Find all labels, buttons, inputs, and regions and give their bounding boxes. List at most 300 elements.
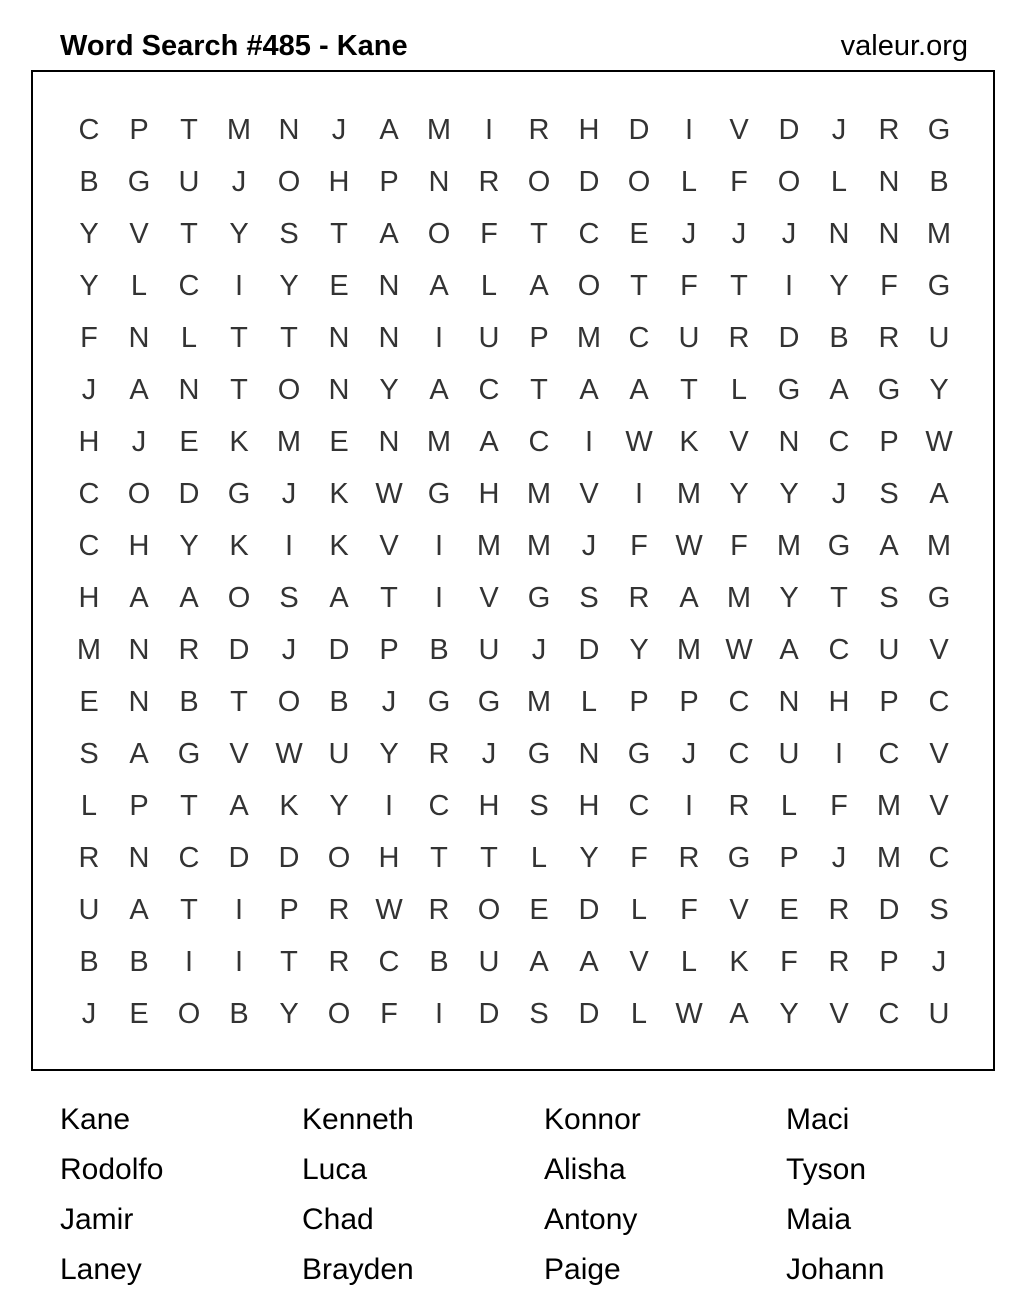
word-list-item: Maci: [786, 1103, 850, 1136]
grid-row: [64, 676, 964, 728]
grid-letter: N: [378, 426, 400, 458]
grid-letter: F: [80, 322, 98, 354]
grid-letter: I: [434, 998, 444, 1030]
grid-row: [64, 624, 964, 676]
grid-letter: V: [929, 790, 949, 822]
grid-letter: V: [129, 218, 149, 250]
grid-letter: J: [481, 738, 497, 770]
grid-letter: M: [676, 634, 702, 666]
grid-letter: M: [226, 114, 252, 146]
grid-letter: A: [129, 374, 149, 406]
grid-letter: E: [529, 894, 549, 926]
grid-letter: Y: [629, 634, 649, 666]
grid-letter: R: [178, 634, 200, 666]
grid-letter: F: [680, 270, 698, 302]
grid-letter: C: [428, 790, 450, 822]
grid-letter: L: [630, 894, 648, 926]
grid-letter: Y: [929, 374, 949, 406]
puzzle-title: Word Search #485 - Kane: [60, 30, 408, 62]
grid-letter: R: [828, 946, 850, 978]
grid-letter: J: [831, 842, 847, 874]
grid-letter: J: [81, 998, 97, 1030]
grid-letter: D: [478, 998, 500, 1030]
grid-letter: D: [778, 322, 800, 354]
grid-letter: D: [578, 166, 600, 198]
grid-letter: G: [527, 738, 551, 770]
grid-letter: C: [728, 738, 750, 770]
grid-letter: K: [329, 478, 349, 510]
grid-row: [64, 260, 964, 312]
grid-letter: D: [578, 998, 600, 1030]
grid-letter: N: [128, 686, 150, 718]
grid-letter: B: [229, 998, 249, 1030]
grid-letter: B: [129, 946, 149, 978]
grid-letter: E: [629, 218, 649, 250]
grid-letter: Y: [829, 270, 849, 302]
grid-letter: F: [880, 270, 898, 302]
grid-letter: M: [576, 322, 602, 354]
grid-letter: M: [676, 478, 702, 510]
grid-letter: J: [931, 946, 947, 978]
letter-grid: [64, 104, 964, 1040]
grid-letter: J: [281, 634, 297, 666]
grid-letter: U: [778, 738, 800, 770]
grid-letter: I: [684, 114, 694, 146]
grid-row: [64, 832, 964, 884]
grid-letter: L: [680, 166, 698, 198]
grid-letter: I: [284, 530, 294, 562]
grid-letter: C: [728, 686, 750, 718]
grid-letter: I: [684, 790, 694, 822]
grid-letter: K: [679, 426, 699, 458]
grid-letter: U: [928, 998, 950, 1030]
grid-letter: Y: [79, 218, 99, 250]
grid-letter: C: [78, 478, 100, 510]
grid-letter: Y: [279, 270, 299, 302]
grid-letter: A: [529, 270, 549, 302]
grid-letter: I: [634, 478, 644, 510]
grid-letter: I: [184, 946, 194, 978]
grid-letter: A: [129, 894, 149, 926]
grid-letter: N: [828, 218, 850, 250]
grid-letter: N: [778, 686, 800, 718]
grid-row: [64, 156, 964, 208]
grid-letter: I: [584, 426, 594, 458]
grid-letter: J: [581, 530, 597, 562]
grid-letter: R: [328, 946, 350, 978]
grid-letter: R: [828, 894, 850, 926]
grid-letter: A: [779, 634, 799, 666]
grid-letter: N: [378, 322, 400, 354]
grid-letter: J: [681, 738, 697, 770]
grid-letter: T: [180, 790, 198, 822]
grid-letter: O: [427, 218, 451, 250]
grid-letter: M: [876, 790, 902, 822]
grid-letter: J: [81, 374, 97, 406]
grid-letter: D: [228, 842, 250, 874]
grid-letter: L: [830, 166, 848, 198]
grid-letter: W: [725, 634, 753, 666]
site-name: valeur.org: [840, 30, 968, 62]
grid-letter: Y: [179, 530, 199, 562]
grid-letter: N: [428, 166, 450, 198]
grid-letter: R: [728, 790, 750, 822]
grid-letter: C: [78, 114, 100, 146]
grid-letter: D: [878, 894, 900, 926]
grid-letter: W: [675, 998, 703, 1030]
grid-letter: L: [680, 946, 698, 978]
grid-letter: F: [830, 790, 848, 822]
grid-letter: Y: [379, 738, 399, 770]
grid-letter: A: [929, 478, 949, 510]
grid-letter: M: [926, 530, 952, 562]
grid-letter: S: [579, 582, 599, 614]
grid-letter: I: [234, 894, 244, 926]
grid-letter: N: [578, 738, 600, 770]
grid-letter: U: [478, 634, 500, 666]
grid-letter: S: [529, 790, 549, 822]
grid-letter: F: [630, 530, 648, 562]
grid-letter: N: [378, 270, 400, 302]
grid-letter: U: [328, 738, 350, 770]
grid-letter: R: [428, 894, 450, 926]
word-list-item: Laney: [60, 1253, 142, 1286]
grid-letter: F: [730, 530, 748, 562]
grid-letter: I: [434, 582, 444, 614]
grid-letter: M: [726, 582, 752, 614]
grid-letter: G: [627, 738, 651, 770]
grid-letter: C: [828, 634, 850, 666]
grid-letter: C: [528, 426, 550, 458]
grid-letter: U: [478, 322, 500, 354]
grid-letter: T: [430, 842, 448, 874]
grid-letter: G: [477, 686, 501, 718]
grid-letter: P: [529, 322, 549, 354]
grid-letter: W: [625, 426, 653, 458]
grid-letter: T: [180, 894, 198, 926]
grid-letter: M: [426, 426, 452, 458]
grid-letter: U: [478, 946, 500, 978]
grid-letter: U: [78, 894, 100, 926]
grid-letter: B: [329, 686, 349, 718]
grid-letter: G: [727, 842, 751, 874]
grid-letter: O: [327, 998, 351, 1030]
grid-letter: M: [526, 530, 552, 562]
grid-letter: R: [678, 842, 700, 874]
grid-letter: S: [929, 894, 949, 926]
grid-letter: P: [379, 634, 399, 666]
word-list-item: Tyson: [786, 1153, 867, 1186]
grid-letter: A: [129, 582, 149, 614]
grid-letter: K: [729, 946, 749, 978]
grid-letter: J: [231, 166, 247, 198]
grid-letter: I: [784, 270, 794, 302]
word-list-item: Brayden: [302, 1253, 414, 1286]
grid-letter: C: [478, 374, 500, 406]
grid-letter: P: [679, 686, 699, 718]
grid-letter: G: [927, 114, 951, 146]
grid-letter: D: [228, 634, 250, 666]
grid-letter: J: [831, 114, 847, 146]
grid-row: [64, 468, 964, 520]
grid-letter: F: [480, 218, 498, 250]
grid-letter: V: [729, 114, 749, 146]
grid-letter: H: [78, 426, 100, 458]
grid-letter: H: [378, 842, 400, 874]
grid-letter: M: [276, 426, 302, 458]
grid-letter: B: [929, 166, 949, 198]
grid-letter: F: [680, 894, 698, 926]
grid-letter: T: [530, 374, 548, 406]
grid-letter: M: [926, 218, 952, 250]
grid-letter: B: [429, 946, 449, 978]
grid-letter: R: [728, 322, 750, 354]
grid-letter: A: [429, 374, 449, 406]
grid-letter: D: [628, 114, 650, 146]
grid-letter: T: [530, 218, 548, 250]
grid-letter: D: [778, 114, 800, 146]
grid-letter: Y: [779, 998, 799, 1030]
grid-letter: T: [830, 582, 848, 614]
grid-letter: G: [777, 374, 801, 406]
grid-letter: H: [128, 530, 150, 562]
grid-letter: K: [229, 426, 249, 458]
grid-letter: V: [379, 530, 399, 562]
grid-letter: L: [130, 270, 148, 302]
grid-letter: I: [434, 322, 444, 354]
word-list-item: Rodolfo: [60, 1153, 164, 1186]
grid-letter: O: [277, 374, 301, 406]
grid-letter: T: [680, 374, 698, 406]
grid-letter: T: [280, 946, 298, 978]
grid-letter: N: [328, 322, 350, 354]
word-list: [60, 1095, 980, 1305]
grid-letter: E: [79, 686, 99, 718]
grid-letter: O: [327, 842, 351, 874]
word-list-item: Kenneth: [302, 1103, 414, 1136]
grid-letter: A: [729, 998, 749, 1030]
grid-letter: A: [679, 582, 699, 614]
word-list-item: Luca: [302, 1153, 368, 1186]
grid-letter: A: [579, 374, 599, 406]
grid-letter: B: [429, 634, 449, 666]
grid-letter: N: [878, 166, 900, 198]
grid-letter: H: [78, 582, 100, 614]
grid-letter: D: [278, 842, 300, 874]
grid-letter: R: [628, 582, 650, 614]
grid-row: [64, 728, 964, 780]
grid-letter: W: [375, 478, 403, 510]
grid-letter: A: [629, 374, 649, 406]
grid-letter: J: [131, 426, 147, 458]
grid-letter: W: [375, 894, 403, 926]
word-list-item: Maia: [786, 1203, 852, 1236]
grid-letter: L: [630, 998, 648, 1030]
grid-letter: O: [127, 478, 151, 510]
grid-letter: L: [80, 790, 98, 822]
grid-letter: K: [229, 530, 249, 562]
grid-row: [64, 520, 964, 572]
grid-letter: G: [227, 478, 251, 510]
grid-letter: P: [129, 114, 149, 146]
grid-letter: J: [781, 218, 797, 250]
grid-letter: T: [730, 270, 748, 302]
grid-letter: N: [128, 322, 150, 354]
grid-row: [64, 208, 964, 260]
grid-letter: A: [229, 790, 249, 822]
grid-letter: V: [479, 582, 499, 614]
grid-letter: V: [929, 634, 949, 666]
grid-letter: J: [281, 478, 297, 510]
grid-row: [64, 572, 964, 624]
grid-letter: O: [277, 166, 301, 198]
grid-letter: R: [78, 842, 100, 874]
grid-letter: D: [578, 634, 600, 666]
grid-letter: A: [579, 946, 599, 978]
word-list-item: Chad: [302, 1203, 374, 1236]
grid-letter: N: [128, 842, 150, 874]
grid-letter: C: [878, 738, 900, 770]
grid-letter: T: [230, 374, 248, 406]
grid-letter: R: [528, 114, 550, 146]
grid-letter: O: [227, 582, 251, 614]
grid-letter: S: [529, 998, 549, 1030]
grid-row: [64, 936, 964, 988]
grid-letter: V: [829, 998, 849, 1030]
grid-letter: J: [531, 634, 547, 666]
grid-letter: O: [477, 894, 501, 926]
grid-letter: K: [279, 790, 299, 822]
grid-letter: C: [628, 322, 650, 354]
grid-letter: O: [277, 686, 301, 718]
grid-letter: Y: [79, 270, 99, 302]
grid-letter: V: [929, 738, 949, 770]
grid-letter: W: [275, 738, 303, 770]
grid-letter: B: [79, 166, 99, 198]
grid-letter: U: [928, 322, 950, 354]
grid-row: [64, 104, 964, 156]
grid-letter: B: [79, 946, 99, 978]
grid-letter: O: [527, 166, 551, 198]
grid-letter: O: [627, 166, 651, 198]
grid-letter: V: [229, 738, 249, 770]
grid-letter: L: [180, 322, 198, 354]
grid-letter: C: [78, 530, 100, 562]
grid-letter: P: [379, 166, 399, 198]
grid-letter: P: [879, 686, 899, 718]
grid-letter: F: [730, 166, 748, 198]
grid-row: [64, 884, 964, 936]
grid-letter: T: [380, 582, 398, 614]
grid-letter: G: [127, 166, 151, 198]
grid-letter: G: [827, 530, 851, 562]
grid-letter: E: [129, 998, 149, 1030]
grid-letter: H: [828, 686, 850, 718]
grid-letter: M: [476, 530, 502, 562]
grid-letter: H: [578, 790, 600, 822]
grid-letter: A: [329, 582, 349, 614]
grid-letter: S: [879, 582, 899, 614]
grid-letter: V: [729, 894, 749, 926]
grid-letter: H: [328, 166, 350, 198]
grid-letter: Y: [779, 478, 799, 510]
grid-letter: P: [779, 842, 799, 874]
grid-row: [64, 312, 964, 364]
grid-letter: E: [779, 894, 799, 926]
grid-letter: A: [479, 426, 499, 458]
grid-letter: Y: [779, 582, 799, 614]
grid-letter: Y: [579, 842, 599, 874]
grid-letter: C: [628, 790, 650, 822]
grid-letter: F: [380, 998, 398, 1030]
grid-letter: D: [578, 894, 600, 926]
grid-letter: E: [329, 426, 349, 458]
grid-letter: Y: [329, 790, 349, 822]
grid-letter: Y: [729, 478, 749, 510]
word-list-item: Jamir: [60, 1203, 134, 1236]
grid-letter: C: [378, 946, 400, 978]
word-list-item: Alisha: [544, 1153, 626, 1186]
grid-letter: G: [177, 738, 201, 770]
grid-letter: M: [526, 478, 552, 510]
grid-letter: L: [480, 270, 498, 302]
grid-letter: J: [331, 114, 347, 146]
grid-letter: I: [384, 790, 394, 822]
grid-letter: P: [629, 686, 649, 718]
grid-letter: O: [177, 998, 201, 1030]
grid-letter: A: [879, 530, 899, 562]
grid-letter: P: [279, 894, 299, 926]
grid-letter: Y: [279, 998, 299, 1030]
grid-letter: M: [426, 114, 452, 146]
grid-letter: F: [630, 842, 648, 874]
grid-letter: A: [429, 270, 449, 302]
grid-letter: C: [178, 270, 200, 302]
grid-letter: G: [927, 270, 951, 302]
grid-letter: D: [328, 634, 350, 666]
grid-letter: I: [484, 114, 494, 146]
grid-letter: P: [879, 946, 899, 978]
word-list-item: Johann: [786, 1253, 885, 1286]
grid-letter: P: [129, 790, 149, 822]
grid-letter: N: [328, 374, 350, 406]
grid-letter: T: [280, 322, 298, 354]
grid-letter: G: [877, 374, 901, 406]
grid-letter: W: [675, 530, 703, 562]
grid-letter: U: [178, 166, 200, 198]
grid-letter: M: [776, 530, 802, 562]
word-list-item: Kane: [60, 1103, 131, 1136]
grid-letter: U: [678, 322, 700, 354]
grid-letter: N: [178, 374, 200, 406]
grid-letter: N: [878, 218, 900, 250]
grid-letter: I: [434, 530, 444, 562]
grid-letter: A: [829, 374, 849, 406]
grid-letter: S: [279, 582, 299, 614]
grid-letter: O: [777, 166, 801, 198]
grid-letter: P: [879, 426, 899, 458]
grid-letter: C: [928, 842, 950, 874]
grid-row: [64, 364, 964, 416]
grid-letter: B: [829, 322, 849, 354]
grid-letter: R: [478, 166, 500, 198]
grid-letter: A: [529, 946, 549, 978]
grid-letter: G: [527, 582, 551, 614]
grid-letter: M: [526, 686, 552, 718]
word-list-item: Antony: [544, 1203, 638, 1236]
grid-letter: H: [578, 114, 600, 146]
grid-letter: N: [128, 634, 150, 666]
